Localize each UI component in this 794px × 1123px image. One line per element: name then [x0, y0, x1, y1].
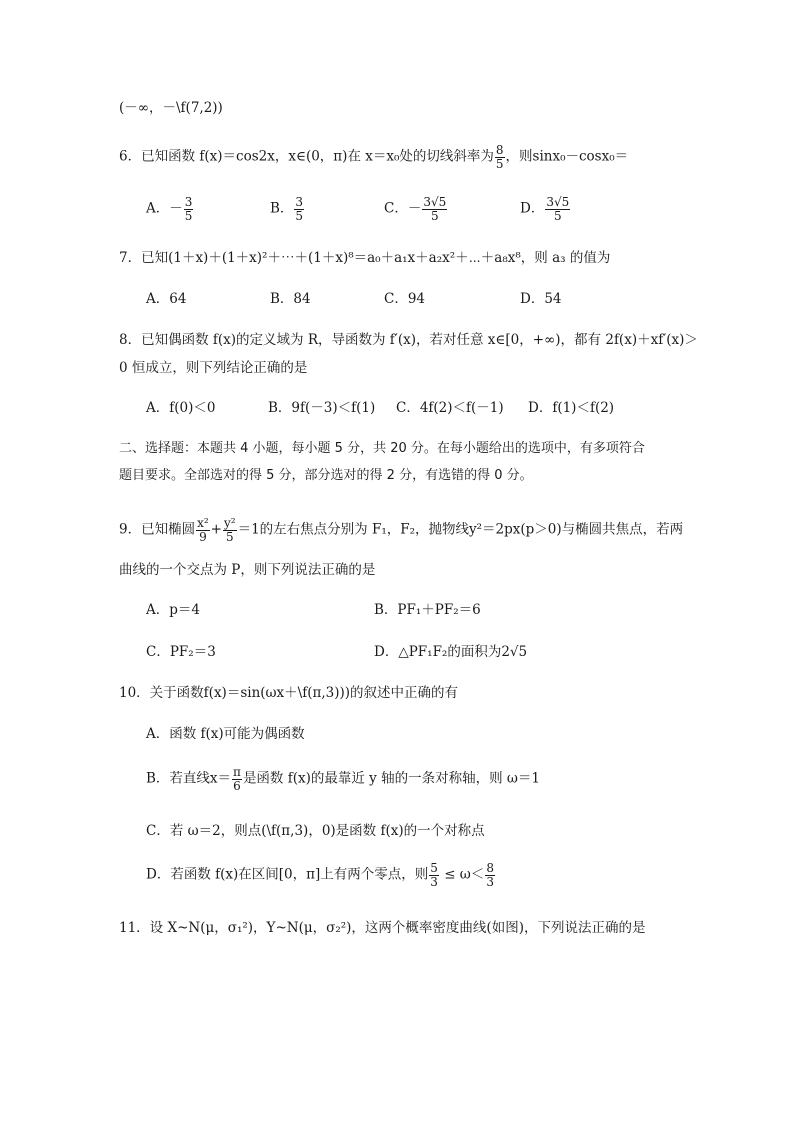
q7-option-d: D．54: [520, 291, 562, 307]
q7-option-b: B．84: [270, 291, 311, 307]
question-9-stem-line1: 9．已知椭圆 $\frac{\text{x²}}{9}$ + $\frac{\text{y²}}{5}$ ＝1的左右焦点分别为 F₁，F₂，抛物线y²＝2px(p＞0)与椭圆共焦点，若两: [119, 516, 684, 544]
q6-option-a: A．－ $\frac{3}{5}$: [146, 195, 193, 223]
question-10-stem: 10．关于函数f(x)＝sin(ωx＋\f(π,3)))的叙述中正确的有: [119, 685, 459, 701]
q7-option-a: A．64: [146, 291, 187, 307]
q6-option-b: B． $\frac{3}{5}$: [270, 195, 304, 223]
question-6-stem: 6．已知函数 f(x)＝cos2x，x∈(0，π)在 x＝x₀处的切线斜率为 $\frac{8}{5}$ ，则sinx₀－cosx₀＝: [119, 143, 629, 171]
section-2-instructions-line1: 二、选择题：本题共 4 小题，每小题 5 分，共 20 分。在每小题给出的选项中，有多项符合: [119, 441, 645, 456]
q9-option-c: C．PF₂＝3: [146, 644, 216, 660]
q10-option-d: D．若函数 f(x)在区间[0，π]上有两个零点，则 $\frac{5}{3}$ ≤ ω＜ $\frac{8}{3}$: [146, 861, 494, 889]
question-8-stem-line2: 0 恒成立，则下列结论正确的是: [119, 360, 308, 376]
question-9-stem-line2: 曲线的一个交点为 P，则下列说法正确的是: [119, 562, 376, 578]
question-11-stem: 11．设 X~N(μ，σ₁²)，Y~N(μ，σ₂²)，这两个概率密度曲线(如图)，下列说法正确的是: [119, 920, 646, 936]
ellipse-x-term: $\frac{\text{x²}}{9}$: [197, 516, 209, 544]
question-8-stem-line1: 8．已知偶函数 f(x)的定义域为 R，导函数为 f′(x)，若对任意 x∈[0，+∞)，都有 2f(x)＋xf′(x)＞: [119, 332, 698, 348]
q8-option-a: A．f(0)＜0: [146, 400, 216, 416]
q10-option-b: B．若直线x＝ $\frac{\pi}{6}$ 是函数 f(x)的最靠近 y 轴的一条对称轴，则 ω＝1: [146, 765, 540, 793]
slope-fraction: $\frac{8}{5}$: [495, 143, 504, 171]
question-7-stem: 7．已知(1＋x)＋(1＋x)²＋⋯＋(1＋x)⁸＝a₀＋a₁x＋a₂x²＋⋯＋a₈x⁸，则 a₃ 的值为: [119, 250, 611, 266]
previous-answer-fragment: (－∞，－\f(7,2)): [119, 100, 223, 116]
q8-option-c: C．4f(2)＜f(－1): [396, 400, 504, 416]
ellipse-y-term: $\frac{\text{y²}}{5}$: [223, 516, 236, 544]
q8-option-d: D．f(1)＜f(2): [528, 400, 615, 416]
section-2-instructions-line2: 题目要求。全部选对的得 5 分，部分选对的得 2 分，有选错的得 0 分。: [119, 468, 533, 483]
q6-option-d: D． $\frac{3√5}{5}$: [520, 195, 570, 223]
q10-option-a: A．函数 f(x)可能为偶函数: [146, 726, 305, 742]
q8-option-b: B．9f(－3)＜f(1): [268, 400, 376, 416]
q6-option-c: C．－ $\frac{3√5}{5}$: [384, 195, 447, 223]
q7-option-c: C．94: [384, 291, 426, 307]
q10-option-c: C．若 ω＝2，则点(\f(π,3)，0)是函数 f(x)的一个对称点: [146, 823, 485, 839]
q9-option-a: A．p＝4: [146, 602, 200, 618]
q9-option-b: B．PF₁＋PF₂＝6: [374, 602, 481, 618]
q9-option-d: D．△PF₁F₂的面积为2√5: [374, 644, 528, 660]
